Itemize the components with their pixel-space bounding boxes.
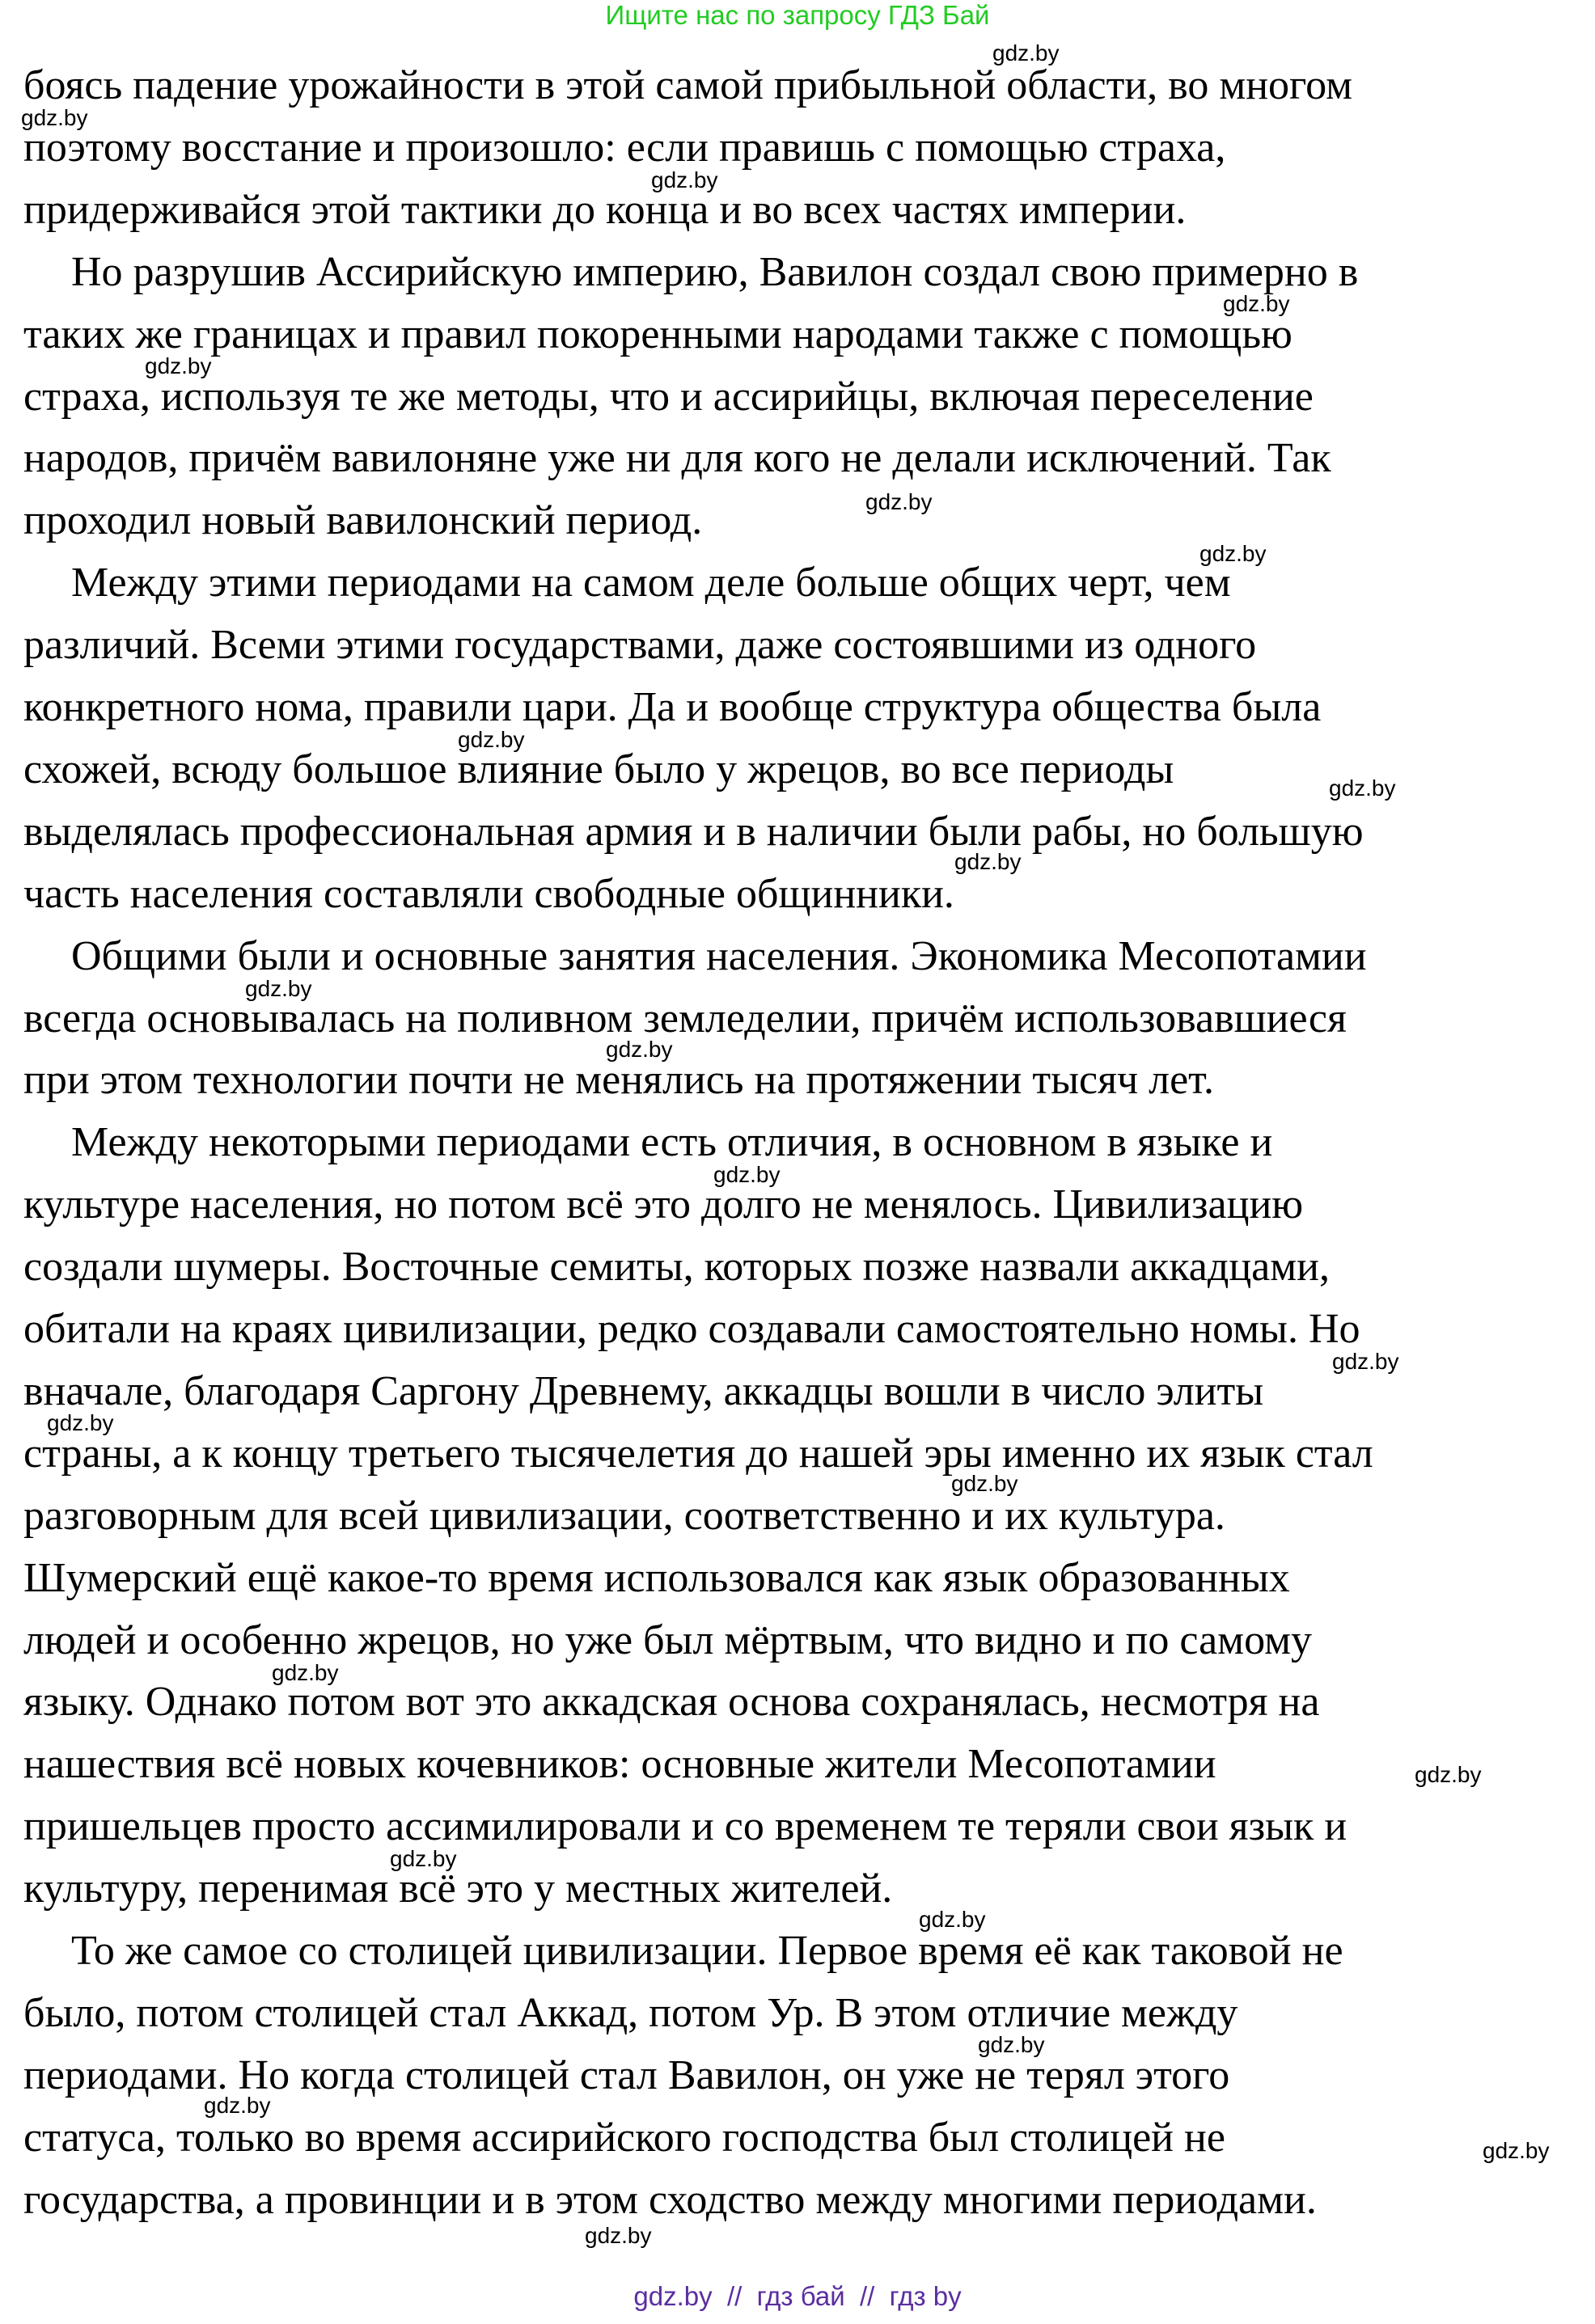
watermark: gdz.by <box>1332 1349 1399 1374</box>
paragraph-first-line: Между этими периодами на самом деле больше общих черт, чем <box>71 560 1231 606</box>
watermark: gdz.by <box>713 1162 781 1187</box>
paragraph-first-line: Но разрушив Ассирийскую империю, Вавилон создал свою примерно в <box>71 248 1359 295</box>
text-line: поэтому восстание и произошло: если правишь с помощью страха, <box>23 124 1226 171</box>
watermark: gdz.by <box>272 1660 339 1685</box>
watermark: gdz.by <box>978 2032 1045 2057</box>
text-line: разговорным для всей цивилизации, соответственно и их культура. <box>23 1492 1225 1539</box>
paragraph-first-line: Общими были и основные занятия населения. Экономика Месопотамии <box>71 932 1367 979</box>
text-line: часть населения составляли свободные общинники. <box>23 870 954 917</box>
paragraph-first-line: То же самое со столицей цивилизации. Первое время её как таковой не <box>71 1928 1343 1974</box>
watermark: gdz.by <box>21 105 88 130</box>
watermark: gdz.by <box>951 1471 1018 1496</box>
text-line: выделялась профессиональная армия и в наличии были рабы, но большую <box>23 808 1364 855</box>
watermark: gdz.by <box>1223 291 1290 316</box>
watermark: gdz.by <box>1329 775 1396 801</box>
text-line: придерживайся этой тактики до конца и во всех частях империи. <box>23 186 1187 233</box>
watermark: gdz.by <box>585 2223 652 2248</box>
text-line: проходил новый вавилонский период. <box>23 497 703 544</box>
text-line: вначале, благодаря Саргону Древнему, аккадцы вошли в число элиты <box>23 1367 1264 1414</box>
text-line: государства, а провинции и в этом сходство между многими периодами. <box>23 2176 1317 2223</box>
text-line: схожей, всюду большое влияние было у жрецов, во все периоды <box>23 746 1174 792</box>
text-line: Шумерский ещё какое-то время использовался как язык образованных <box>23 1554 1290 1601</box>
watermark: gdz.by <box>1415 1762 1482 1787</box>
text-line: народов, причём вавилоняне уже ни для кого не делали исключений. Так <box>23 435 1331 482</box>
text-line: при этом технологии почти не менялись на протяжении тысяч лет. <box>23 1057 1214 1104</box>
text-line: культуре населения, но потом всё это долго не менялось. Цивилизацию <box>23 1181 1304 1228</box>
watermark: gdz.by <box>1199 541 1267 566</box>
text-line: таких же границах и правил покоренными народами также с помощью <box>23 311 1292 357</box>
header-banner[interactable]: Ищите нас по запросу ГДЗ Бай <box>605 0 990 30</box>
watermark: gdz.by <box>1483 2138 1550 2163</box>
text-line: всегда основывалась на поливном земледелии, причём использовавшиеся <box>23 995 1347 1042</box>
text-line: культуру, перенимая всё это у местных жителей. <box>23 1866 893 1912</box>
text-line: пришельцев просто ассимилировали и со временем те теряли свои язык и <box>23 1803 1348 1850</box>
watermark: gdz.by <box>606 1037 673 1062</box>
text-line: боясь падение урожайности в этой самой прибыльной области, во многом <box>23 62 1353 108</box>
footer-banner[interactable]: gdz.by // гдз бай // гдз by <box>633 2281 962 2311</box>
text-line: страха, используя те же методы, что и ассирийцы, включая переселение <box>23 373 1314 420</box>
paragraph-first-line: Между некоторыми периодами есть отличия, в основном в языке и <box>71 1119 1273 1166</box>
text-line: создали шумеры. Восточные семиты, которых позже назвали аккадцами, <box>23 1244 1330 1291</box>
watermark: gdz.by <box>145 353 212 378</box>
watermark: gdz.by <box>458 727 525 752</box>
text-line: страны, а к концу третьего тысячелетия до нашей эры именно их язык стал <box>23 1430 1373 1477</box>
watermark: gdz.by <box>954 849 1022 874</box>
text-line: языку. Однако потом вот это аккадская основа сохранялась, несмотря на <box>23 1679 1320 1726</box>
text-line: конкретного нома, правили цари. Да и вообще структура общества была <box>23 684 1322 730</box>
watermark: gdz.by <box>47 1410 114 1435</box>
watermark: gdz.by <box>651 167 718 192</box>
watermark: gdz.by <box>865 489 933 514</box>
text-line: нашествия всё новых кочевников: основные жители Месопотамии <box>23 1741 1216 1788</box>
watermark: gdz.by <box>204 2093 271 2118</box>
watermark: gdz.by <box>245 976 312 1001</box>
text-line: периодами. Но когда столицей стал Вавилон, он уже не терял этого <box>23 2051 1230 2098</box>
text-line: людей и особенно жрецов, но уже был мёртвым, что видно и по самому <box>23 1616 1312 1663</box>
text-line: статуса, только во время ассирийского господства был столицей не <box>23 2114 1225 2161</box>
text-line: обитали на краях цивилизации, редко создавали самостоятельно номы. Но <box>23 1306 1360 1352</box>
text-line: было, потом столицей стал Аккад, потом Ур. В этом отличие между <box>23 1989 1238 2036</box>
watermark: gdz.by <box>992 40 1060 65</box>
watermark: gdz.by <box>390 1846 457 1871</box>
text-line: различий. Всеми этими государствами, даже состоявшими из одного <box>23 622 1257 669</box>
watermark: gdz.by <box>919 1907 986 1932</box>
